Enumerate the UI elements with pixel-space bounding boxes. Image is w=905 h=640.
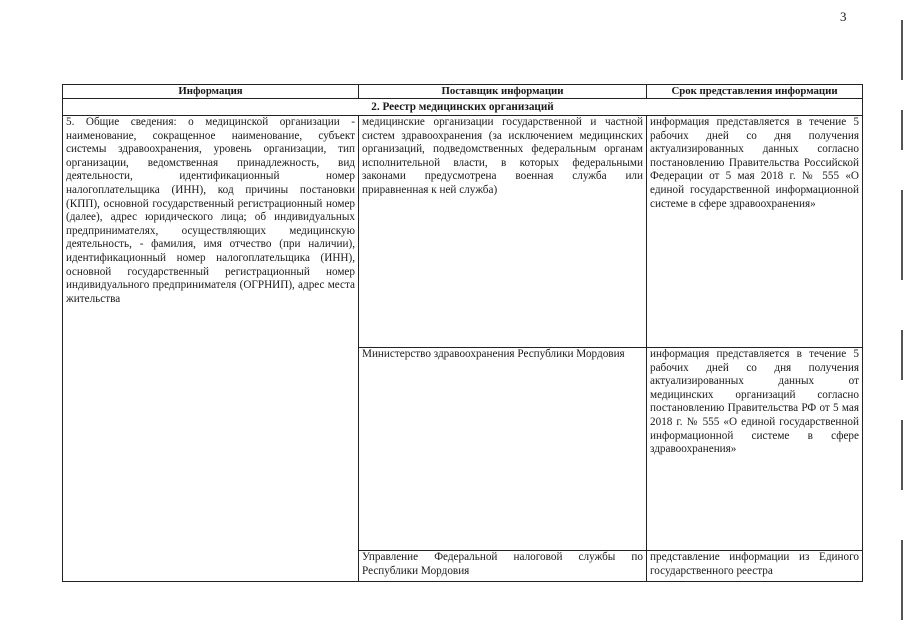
deadline-cell [647,116,863,348]
provider-text: медицинские организации государственной и частной систем здравоохранения (за исключением медицинских организаций, подведомственных федеральным органам исполнительной власти, в которых федеральными законами предусмотрена военная служба или приравненная к ней служба) [362,116,643,196]
table-header-row [63,85,863,99]
provider-cell [359,348,647,551]
header-provider: Поставщик информации [359,85,647,99]
scan-edge-artifact [897,0,905,640]
info-text: 5. Общие сведения: о медицинской организации - наименование, сокращенное наименование, субъект системы здравоохранения, уровень организации, тип организации, ведомственная принадлежность, вид деятельности, идентификационный номер налогоплательщика (ИНН), код причины постановки (КПП), основной государственный регистрационный номер (далее), адрес юридического лица; об индивидуальных предпринимателях, осуществляющих медицинскую деятельность, - фамилия, имя отчество (при наличии), идентификационный номер налогоплательщика (ИНН), основной государственный регистрационный номер индивидуального предпринимателя (ОГРНИП), адрес места жительства [66,116,355,305]
provider-cell [359,116,647,348]
page-number: 3 [840,9,847,24]
info-cell [63,116,359,582]
register-table [62,84,863,582]
section-row [63,99,863,116]
deadline-text: информация представляется в течение 5 рабочих дней со дня получения актуализированных данных согласно постановлению Правительства Российской Федерации от 5 мая 2018 г. № 555 «О единой государственной информационной системе в сфере здравоохранения» [650,116,859,210]
deadline-cell [647,348,863,551]
deadline-text: информация представляется в течение 5 рабочих дней со дня получения актуализированных данных от медицинских организаций согласно постановлению Правительства РФ от 5 мая 2018 г. № 555 «О единой государственной информационной системе в сфере здравоохранения» [650,348,859,456]
header-information: Информация [63,85,359,99]
table-row [63,116,863,348]
provider-text: Министерство здравоохранения Республики Мордовия [362,348,625,360]
section-title: 2. Реестр медицинских организаций [63,99,863,116]
provider-cell [359,551,647,582]
header-deadline: Срок представления информации [647,85,863,99]
deadline-text: представление информации из Единого государственного реестра [650,551,859,577]
provider-text: Управление Федеральной налоговой службы по Республики Мордовия [362,551,643,577]
deadline-cell [647,551,863,582]
